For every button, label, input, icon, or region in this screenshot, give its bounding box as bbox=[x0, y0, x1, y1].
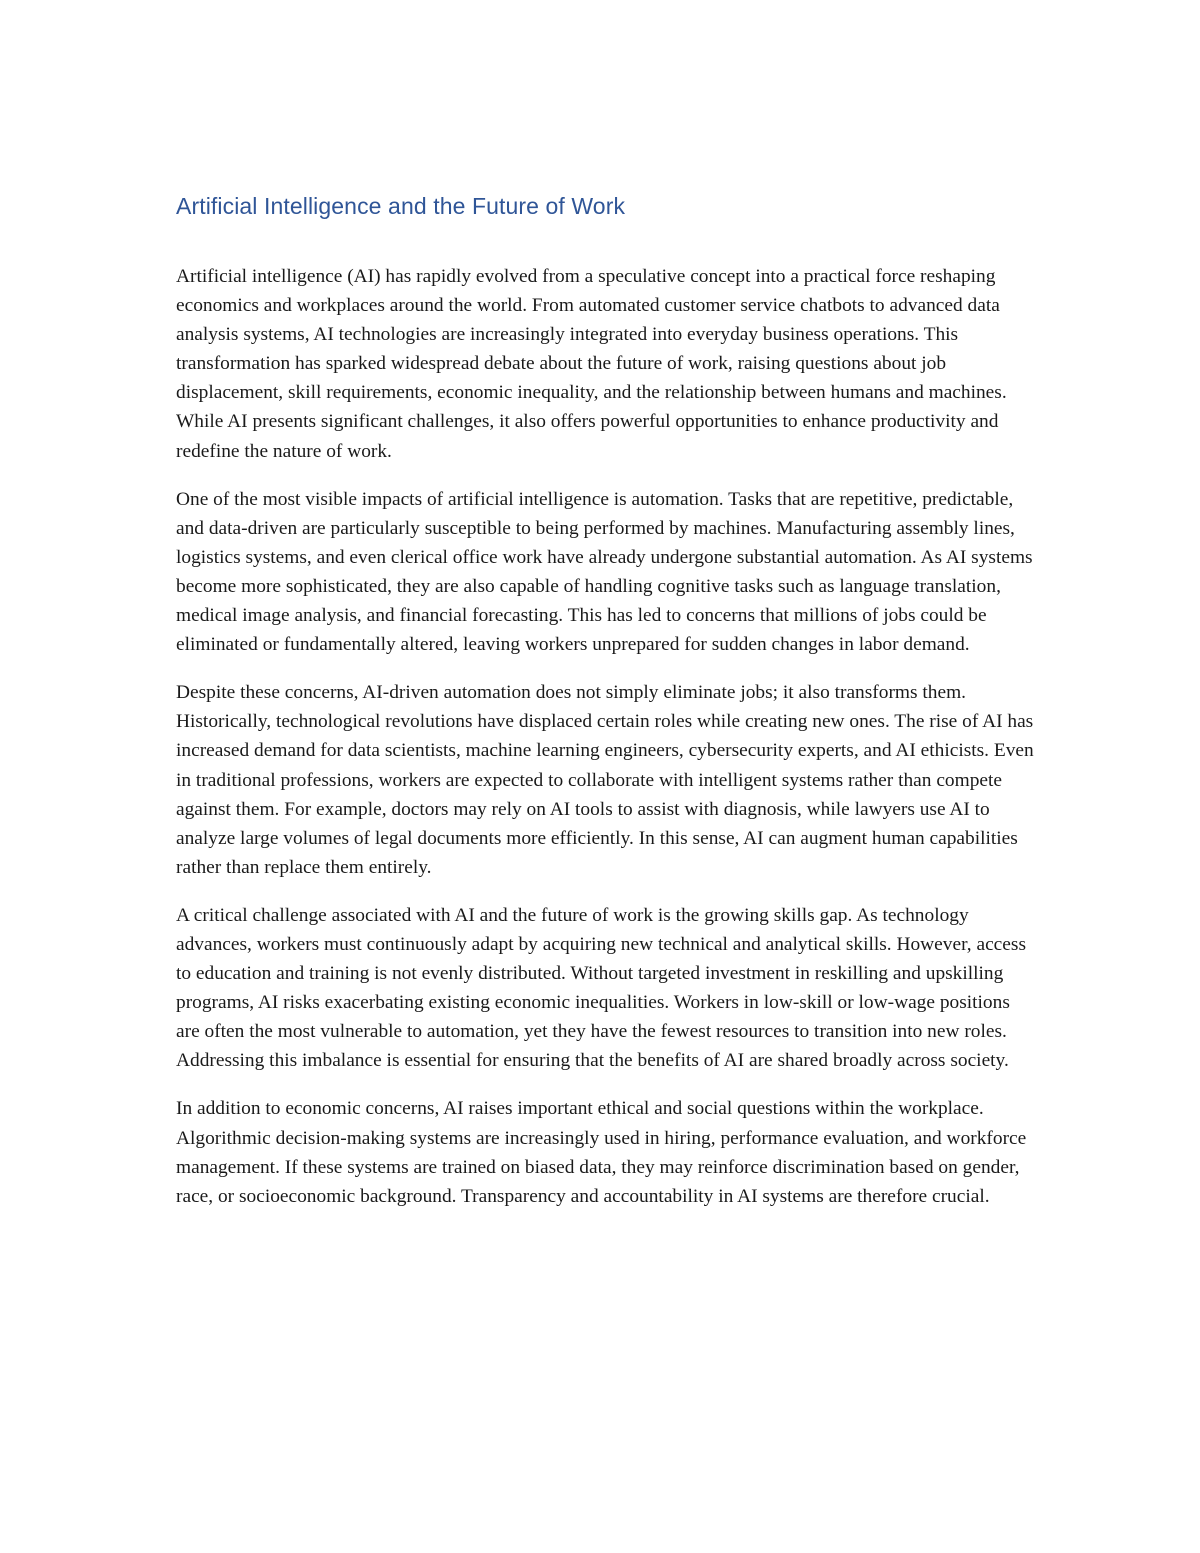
paragraph-job-transformation: Despite these concerns, AI-driven automation does not simply eliminate jobs; it also transforms them. Historically, technological revolutions have displaced certain roles while creating new ones. The rise of AI has increased demand for data scientists, machine learning engineers, cybersecurity experts, and AI ethicists. Even in traditional professions, workers are expected to collaborate with intelligent systems rather than compete against them. For example, doctors may rely on AI tools to assist with diagnosis, while lawyers use AI to analyze large volumes of legal documents more efficiently. In this sense, AI can augment human capabilities rather than replace them entirely. bbox=[176, 682, 1034, 878]
paragraph-skills-gap: A critical challenge associated with AI and the future of work is the growing skills gap. As technology advances, workers must continuously adapt by acquiring new technical and analytical skills. However, access to education and training is not evenly distributed. Without targeted investment in reskilling and upskilling programs, AI risks exacerbating existing economic inequalities. Workers in low-skill or low-wage positions are often the most vulnerable to automation, yet they have the fewest resources to transition into new roles. Addressing this imbalance is essential for ensuring that the benefits of AI are shared broadly across society. bbox=[176, 904, 1026, 1072]
document-title: Artificial Intelligence and the Future of Work bbox=[176, 193, 626, 219]
paragraph-automation: One of the most visible impacts of artificial intelligence is automation. Tasks that are repetitive, predictable, and data-driven are particularly susceptible to being performed by machines. Manufacturing assembly lines, logistics systems, and even clerical office work have already undergone substantial automation. As AI systems become more sophisticated, they are also capable of handling cognitive tasks such as language translation, medical image analysis, and financial forecasting. This has led to concerns that millions of jobs could be eliminated or fundamentally altered, leaving workers unprepared for sudden changes in labor demand. bbox=[176, 488, 1033, 656]
paragraph-ethics: In addition to economic concerns, AI raises important ethical and social questions within the workplace. Algorithmic decision-making systems are increasingly used in hiring, performance evaluation, and workforce management. If these systems are trained on biased data, they may reinforce discrimination based on gender, race, or socioeconomic background. Transparency and accountability in AI systems are therefore crucial. bbox=[176, 1098, 1027, 1207]
paragraph-intro: Artificial intelligence (AI) has rapidly evolved from a speculative concept into a practical force reshaping economics and workplaces around the world. From automated customer service chatbots to advanced data analysis systems, AI technologies are increasingly integrated into everyday business operations. This transformation has sparked widespread debate about the future of work, raising questions about job displacement, skill requirements, economic inequality, and the relationship between humans and machines. While AI presents significant challenges, it also offers powerful opportunities to enhance productivity and redefine the nature of work. bbox=[176, 266, 1007, 462]
document-body bbox=[176, 190, 1034, 1230]
